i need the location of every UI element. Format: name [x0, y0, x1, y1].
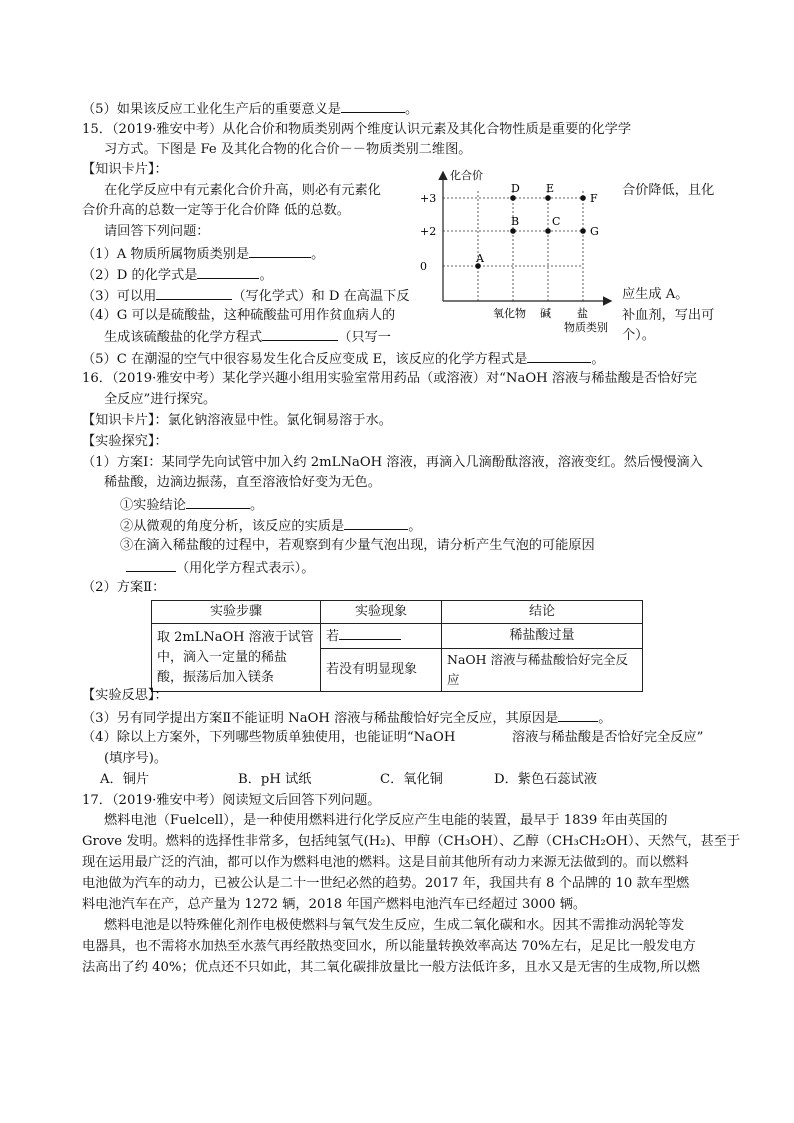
plan1-2: 稀盐酸，边滴边振荡，直至溶液恰好变为无色。	[104, 475, 381, 490]
reflect-4-end: 溶液与稀盐酸是否恰好完全反应”	[512, 730, 704, 745]
header-phenomenon: 实验现象	[321, 601, 442, 624]
table-header-row	[152, 601, 643, 624]
article-line: 电池做为汽车的动力，已被公认是二十一世纪必然的趋势。2017 年，我国共有 8 个品牌的 10 款车型燃	[82, 876, 690, 891]
knowledge-text-1: 在化学反应中有元素化合价升高，则必有元素化	[104, 183, 381, 198]
text: （2）D 的化学式是	[82, 268, 198, 283]
q15-stem: 15．（2019·雅安中考）从化合价和物质类别两个维度认识元素及其化合物性质是重要的化学学	[82, 122, 632, 137]
point-label: F	[590, 192, 598, 205]
knowledge-text-1b: 合价降低，且化	[622, 183, 715, 198]
q15-stem-2: 习方式。下图是 Fe 及其化合物的化合价－－物质类别二维图。	[104, 142, 472, 157]
experiment-table	[151, 600, 643, 692]
point-E	[545, 195, 551, 201]
point-D	[510, 195, 516, 201]
q15-4-2-end: 个）。	[622, 328, 655, 343]
answer-blank[interactable]	[156, 285, 232, 300]
point-C	[545, 228, 551, 234]
point-F	[580, 195, 586, 201]
chart-points	[475, 182, 599, 269]
answer-blank[interactable]	[344, 515, 408, 530]
reflect-3	[82, 707, 611, 729]
phenomenon-cell	[321, 624, 442, 649]
phenomenon-cell: 若没有明显现象	[321, 649, 442, 692]
instruction: 请回答下列问题：	[104, 224, 210, 239]
x-tick-label: 碱	[540, 307, 551, 320]
q16-stem-2: 全反应”进行探究。	[104, 392, 217, 407]
q14-5	[82, 98, 418, 120]
text: 。	[598, 711, 612, 726]
y-axis-label: 化合价	[450, 169, 483, 182]
article-line: 料电池汽车在产，总产量为 1272 辆，2018 年国产燃料电池汽车已经超过 3000 辆。	[82, 897, 587, 912]
knowledge-text-2: 合价升高的总数一定等于化合价降 低的总数。	[82, 203, 350, 218]
answer-blank[interactable]	[126, 557, 176, 572]
article-line: 燃料电池（Fuelcell），是一种使用燃料进行化学反应产生电能的装置，最早于 1839 年由英国的	[104, 813, 668, 828]
y-tick-label: +3	[420, 192, 437, 205]
q15-4: （4）G 可以是硫酸盐，这种硫酸盐可用作贫血病人的	[82, 308, 396, 323]
answer-blank[interactable]	[262, 326, 338, 341]
knowledge-card-heading: 【知识卡片】：	[82, 162, 168, 177]
x-axis-label: 物质类别	[564, 321, 608, 334]
step-cell	[152, 624, 321, 692]
q15-5	[82, 348, 605, 370]
text: （3）可以用	[82, 289, 157, 304]
step-line: 酸，振荡后加入镁条	[157, 669, 275, 685]
answer-blank[interactable]	[341, 98, 405, 113]
plan1-c4	[126, 557, 314, 579]
option-d[interactable]: D．紫色石蕊试液	[494, 772, 597, 787]
point-label: D	[511, 182, 520, 195]
text: （写化学式）和 D 在高温下反	[232, 289, 410, 304]
text: 。	[249, 498, 264, 513]
text: 。	[591, 352, 605, 367]
text: ①实验结论	[120, 498, 186, 513]
answer-blank[interactable]	[197, 264, 259, 279]
text: 生成该硫酸盐的化学方程式	[104, 330, 263, 345]
article-line: Grove 发明。燃料的选择性非常多，包括纯氢气(H₂)、甲醇（CH₃OH）、乙醇（CH₃CH₂OH）、天然气，甚至于	[82, 834, 741, 849]
answer-blank[interactable]	[339, 625, 401, 640]
x-tick-label: 盐	[577, 307, 588, 320]
header-step: 实验步骤	[152, 601, 321, 624]
text: 。	[259, 268, 273, 283]
q17-stem: 17．（2019·雅安中考）阅读短文后回答下列问题。	[82, 793, 381, 808]
text: （只写一	[338, 330, 391, 345]
point-label: B	[511, 215, 520, 228]
q15-2	[82, 264, 273, 286]
option-b[interactable]: B．pH 试纸	[238, 772, 312, 787]
option-a[interactable]: A．铜片	[100, 772, 150, 787]
plan1-c2	[120, 515, 421, 537]
article-line: 法高出了约 40%；优点还不只如此，其二氧化碳排放量比一般方法低许多，且水又是无害的生成物,所以燃	[82, 960, 700, 975]
answer-blank[interactable]	[186, 494, 250, 509]
conclusion-cell: 稀盐酸过量	[442, 624, 643, 649]
valence-category-chart	[418, 165, 618, 337]
plan1: （1）方案Ⅰ：某同学先向试管中加入约 2mLNaOH 溶液，再滴入几滴酚酞溶液，溶液变红。然后慢慢滴入	[82, 455, 703, 470]
step-line: 取 2mLNaOH 溶液于试管	[157, 629, 314, 645]
option-c[interactable]: C．氧化铜	[380, 772, 443, 787]
step-line: 中，滴入一定量的稀盐	[157, 649, 288, 665]
q16-stem: 16．（2019·雅安中考）某化学兴趣小组用实验室常用药品（或溶液）对“NaOH 溶液与稀盐酸是否恰好完	[82, 371, 697, 386]
q15-3-end: 应生成 A。	[622, 287, 689, 302]
text: （用化学方程式表示）。	[176, 561, 315, 576]
reflect-4: （4）除以上方案外，下列哪些物质单独使用，也能证明“NaOH	[82, 730, 456, 745]
plan2: （2）方案Ⅱ：	[82, 580, 166, 595]
reflect-4-2: (填序号)。	[104, 751, 168, 766]
text: （3）另有同学提出方案Ⅱ不能证明 NaOH 溶液与稀盐酸恰好完全反应，其原因是	[82, 711, 559, 726]
text: 。	[404, 102, 419, 117]
y-tick-label: 0	[420, 260, 427, 273]
answer-blank[interactable]	[249, 243, 311, 258]
point-label: C	[552, 215, 561, 228]
q15-3	[82, 285, 410, 307]
point-label: G	[590, 225, 599, 238]
text: 若	[326, 629, 340, 644]
text: 。	[311, 247, 325, 262]
q15-1	[82, 243, 324, 265]
answer-blank[interactable]	[558, 707, 598, 722]
point-label: E	[546, 182, 555, 195]
article-line: 电器具，也不需将水加热至水蒸气再经散热变回水，所以能量转换效率高达 70%左右，足足比一般发电方	[82, 939, 696, 954]
text: （5）如果该反应工业化生产后的重要意义是	[82, 102, 341, 117]
article-line: 燃料电池是以特殊催化剂作电极使燃料与氧气发生反应，生成二氧化碳和水。因其不需推动涡轮等发	[104, 918, 685, 933]
y-tick-label: +2	[420, 225, 437, 238]
conclusion-cell	[442, 649, 643, 692]
header-conclusion: 结论	[442, 601, 643, 624]
point-label: A	[476, 252, 484, 265]
reflect-heading: 【实验反思】：	[82, 688, 168, 703]
text: （1）A 物质所属物质类别是	[82, 247, 250, 262]
explore-heading: 【实验探究】：	[82, 434, 168, 449]
q15-4-2	[104, 326, 391, 348]
knowledge-card-2: 【知识卡片】：氯化钠溶液显中性。氯化铜易溶于水。	[82, 413, 392, 428]
text: ②从微观的角度分析，该反应的实质是	[120, 519, 345, 534]
x-tick-label: 氧化物	[493, 307, 526, 320]
article-line: 现在运用最广泛的汽油，都可以作为燃料电池的燃料。这是目前其他所有动力来源无法做到的。而以燃料	[82, 855, 689, 870]
point-B	[510, 228, 516, 234]
point-G	[580, 228, 586, 234]
text: （5）C 在潮湿的空气中很容易发生化合反应变成 E，该反应的化学方程式是	[82, 352, 528, 367]
table-row	[152, 624, 643, 649]
plan1-c3: ③在滴入稀盐酸的过程中，若观察到有少量气泡出现，请分析产生气泡的可能原因	[120, 538, 595, 553]
chart-grid	[443, 191, 583, 301]
text: 。	[408, 519, 422, 534]
text: 应	[447, 672, 460, 687]
plan1-c1	[120, 494, 263, 516]
answer-blank[interactable]	[527, 348, 591, 363]
q15-4-end: 补血剂，写出可	[622, 308, 715, 323]
text: NaOH 溶液与稀盐酸恰好完全反	[447, 652, 629, 667]
